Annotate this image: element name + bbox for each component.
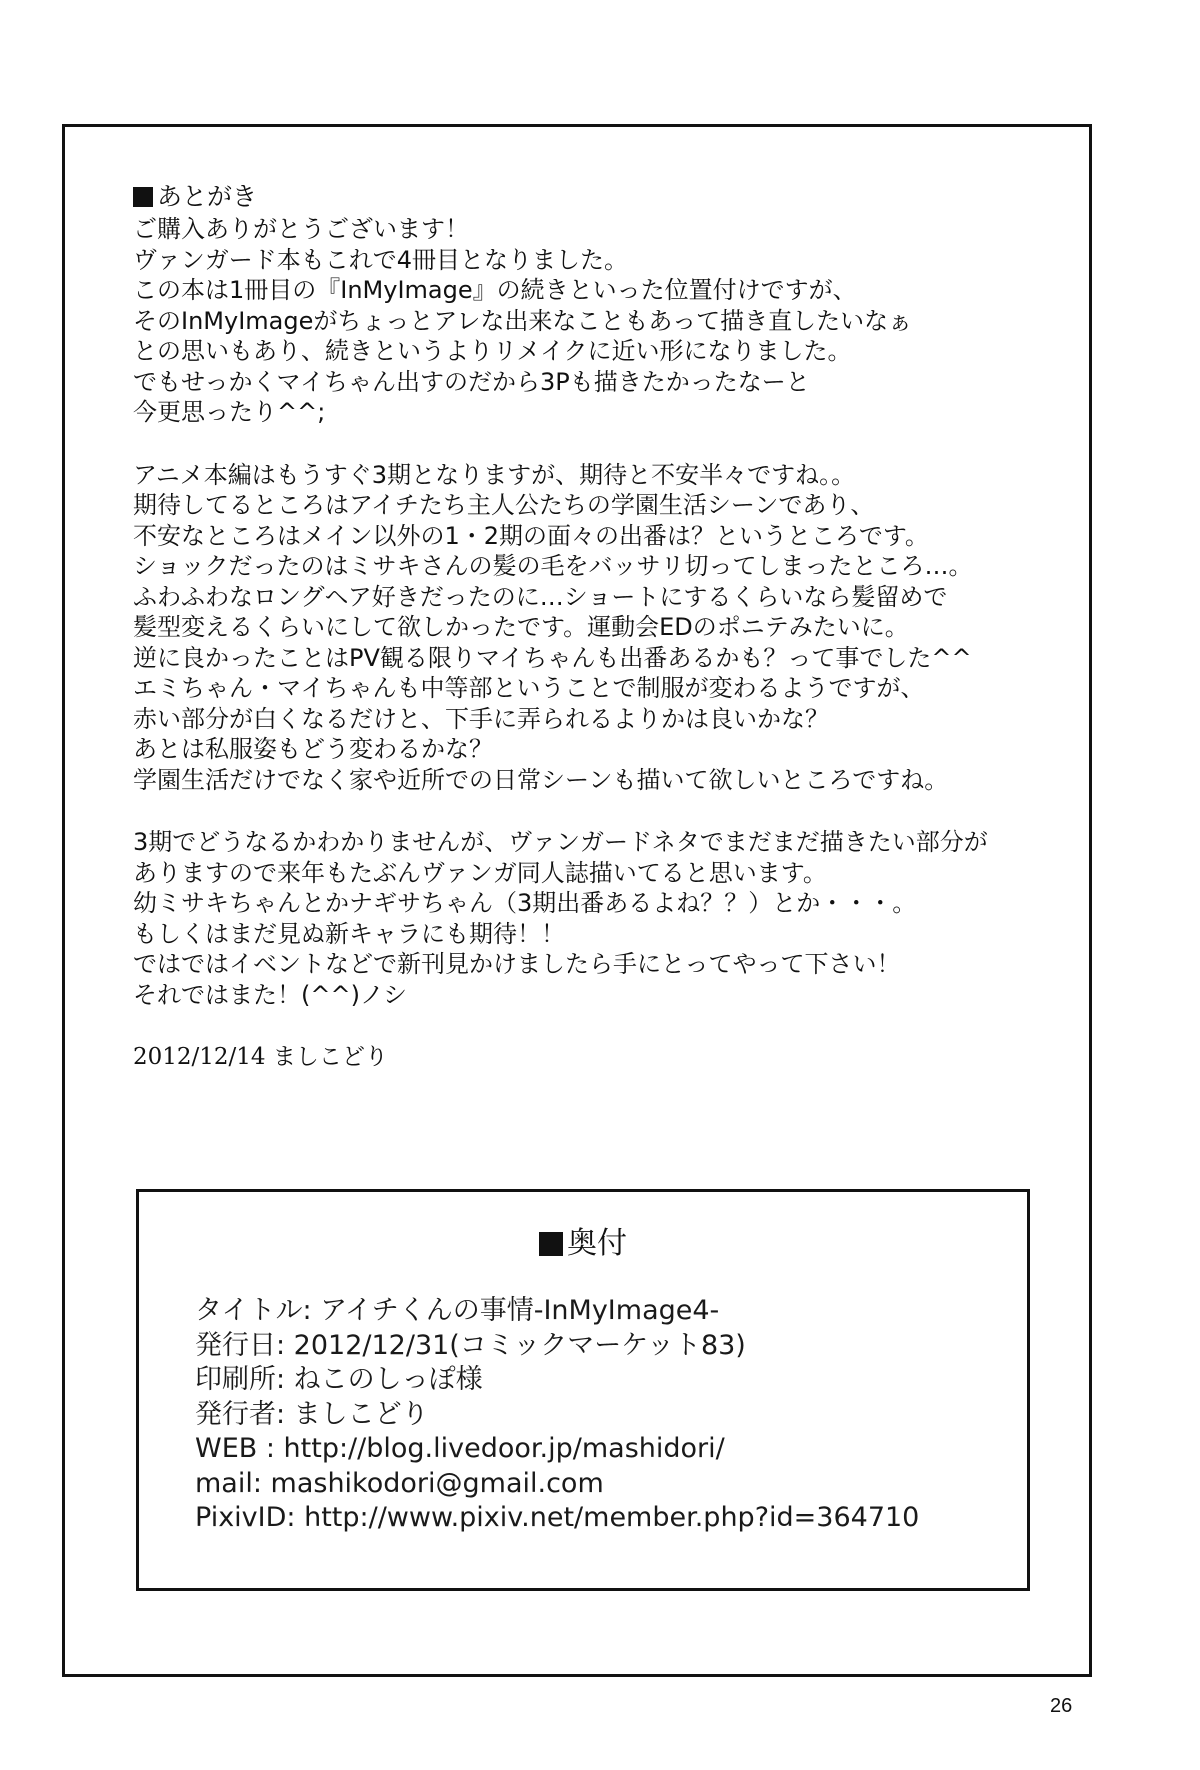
- colophon-issue-date-line: 発行日: 2012/12/31(コミックマーケット83): [195, 1329, 746, 1361]
- afterword-line: 赤い部分が白くなるだけと、下手に弄られるよりかは良いかな？: [133, 704, 829, 733]
- colophon-title-line: タイトル: アイチくんの事情-InMyImage4-: [195, 1295, 720, 1326]
- afterword-line: 今更思ったり^^;: [133, 398, 326, 426]
- colophon-printer-line: 印刷所: ねこのしっぽ様: [195, 1364, 483, 1395]
- afterword-paragraph-1: [133, 214, 1053, 428]
- black-square-icon: [539, 1232, 563, 1256]
- colophon-mail-line: mail: mashikodori@gmail.com: [195, 1467, 604, 1499]
- black-square-icon: [133, 187, 153, 207]
- afterword-line: 不安なところはメイン以外の1・2期の面々の出番は？というところです。: [133, 521, 929, 550]
- colophon-publisher-line: 発行者: ましこどり: [195, 1398, 429, 1430]
- page-number: 26: [1050, 1695, 1073, 1717]
- afterword-heading-text: あとがき: [157, 182, 258, 211]
- afterword-line: そのInMyImageがちょっとアレな出来なこともあって描き直したいなぁ: [133, 306, 913, 335]
- afterword-paragraph-3: [133, 827, 1053, 1010]
- afterword-line: もしくはまだ見ぬ新キャラにも期待！！: [133, 919, 565, 948]
- afterword-line: あとは私服姿もどう変わるかな？: [133, 735, 493, 763]
- colophon-title-text: 奥付: [567, 1226, 627, 1261]
- afterword-line: ショックだったのはミサキさんの髪の毛をバッサリ切ってしまったところ…。: [133, 552, 973, 580]
- afterword-line: との思いもあり、続きというよりリメイクに近い形になりました。: [133, 337, 852, 365]
- afterword-line: 逆に良かったことはPV観る限りマイちゃんも出番あるかも？って事でした^^: [133, 643, 972, 672]
- afterword-line: ヴァンガード本もこれで4冊目となりました。: [133, 245, 629, 274]
- afterword-line: エミちゃん・マイちゃんも中等部ということで制服が変わるようですが、: [133, 674, 925, 702]
- afterword-section: [133, 180, 1053, 1072]
- colophon-list: [195, 1294, 919, 1536]
- afterword-line: 3期でどうなるかわかりませんが、ヴァンガードネタでまだまだ描きたい部分が: [133, 828, 988, 856]
- afterword-line: 髪型変えるくらいにして欲しかったです。運動会EDのポニテみたいに。: [133, 613, 909, 641]
- afterword-line: アニメ本編はもうすぐ3期となりますが、期待と不安半々ですね。。: [133, 460, 856, 489]
- colophon-box: [136, 1189, 1030, 1591]
- afterword-line: 期待してるところはアイチたち主人公たちの学園生活シーンであり、: [133, 491, 875, 519]
- afterword-line: ふわふわなロングヘア好きだったのに…ショートにするくらいなら髪留めで: [133, 582, 948, 611]
- afterword-line: でもせっかくマイちゃん出すのだから3Pも描きたかったなーと: [133, 367, 810, 396]
- afterword-signature: 2012/12/14 ましこどり: [133, 1044, 388, 1070]
- afterword-line: ご購入ありがとうございます！: [133, 215, 469, 243]
- colophon-pixiv-line: PixivID: http://www.pixiv.net/member.php?id=364710: [195, 1502, 920, 1533]
- afterword-line: 学園生活だけでなく家や近所での日常シーンも描いて欲しいところですね。: [133, 765, 949, 794]
- afterword-line: それではまた！(^^)ノシ: [133, 980, 407, 1009]
- colophon-web-line: WEB : http://blog.livedoor.jp/mashidori/: [195, 1433, 725, 1464]
- afterword-line: ありますので来年もたぶんヴァンガ同人誌描いてると思います。: [133, 858, 827, 887]
- afterword-line: 幼ミサキちゃんとかナギサちゃん（3期出番あるよね？？）とか・・・。: [133, 889, 917, 917]
- afterword-line: この本は1冊目の『InMyImage』の続きといった位置付けですが、: [133, 276, 857, 304]
- afterword-paragraph-2: [133, 460, 1053, 796]
- afterword-heading: [133, 180, 1053, 214]
- afterword-line: ではではイベントなどで新刊見かけましたら手にとってやって下さい！: [133, 950, 901, 978]
- colophon-title: [139, 1226, 1027, 1262]
